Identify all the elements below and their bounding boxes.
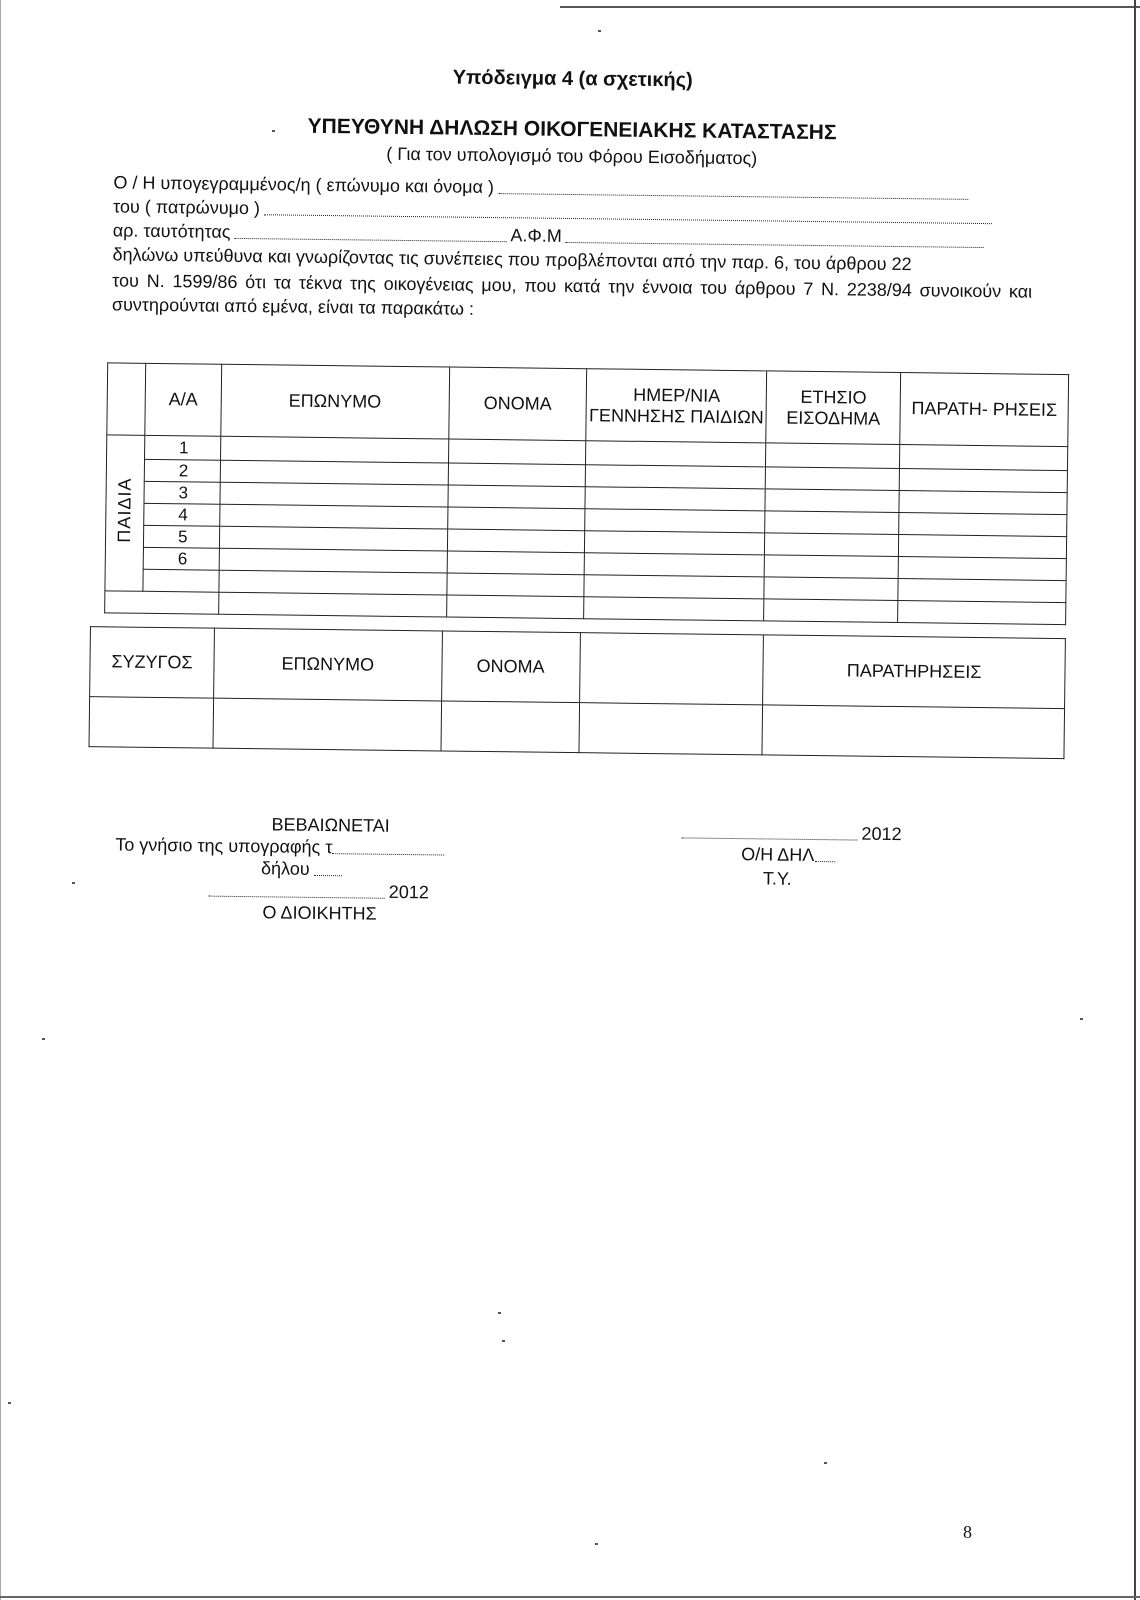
- col-aa-header: Α/Α: [145, 363, 222, 436]
- surname-cell[interactable]: [219, 570, 447, 595]
- surname-cell[interactable]: [220, 460, 448, 485]
- scan-speck: [598, 30, 601, 32]
- notes-cell[interactable]: [899, 535, 1067, 559]
- spouse-header-row: [90, 627, 1066, 709]
- row-number: 2: [144, 459, 220, 482]
- name-cell[interactable]: [447, 529, 585, 553]
- income-cell[interactable]: [764, 577, 898, 601]
- scan-speck: [595, 1543, 598, 1545]
- signer-name-field[interactable]: [498, 192, 968, 200]
- notes-cell[interactable]: [900, 445, 1068, 471]
- surname-cell[interactable]: [219, 592, 447, 617]
- surname-cell[interactable]: [220, 436, 448, 463]
- row-number-empty: [143, 569, 219, 592]
- row-number: 4: [144, 503, 220, 526]
- declarant-line: [261, 858, 346, 880]
- surname-cell[interactable]: [220, 504, 448, 529]
- scan-speck: [824, 1462, 827, 1464]
- spouse-notes-cell[interactable]: [762, 705, 1064, 759]
- income-cell[interactable]: [764, 599, 898, 623]
- col-birthdate-header: ΗΜΕΡ/ΝΙΑ ΓΕΝΝΗΣΗΣ ΠΑΙΔΙΩΝ: [586, 369, 767, 443]
- birthdate-cell[interactable]: [585, 553, 765, 577]
- spouse-row: [89, 697, 1065, 759]
- right-declarant-field[interactable]: [815, 860, 835, 862]
- income-cell[interactable]: [766, 443, 900, 469]
- father-name-field[interactable]: [264, 213, 992, 224]
- spouse-name-cell[interactable]: [441, 701, 579, 753]
- notes-cell[interactable]: [899, 513, 1067, 537]
- birthdate-cell[interactable]: [586, 465, 766, 489]
- notes-cell[interactable]: [898, 601, 1066, 625]
- children-side-label: ΠΑΙΔΙΑ: [113, 477, 135, 544]
- col-name-header: ΟΝΟΜΑ: [448, 367, 587, 441]
- scan-speck: [8, 1402, 11, 1404]
- left-date-field[interactable]: [209, 895, 385, 899]
- id-number-field[interactable]: [234, 237, 506, 242]
- certification-heading: ΒΕΒΑΙΩΝΕΤΑΙ: [271, 814, 390, 836]
- col-income-header: ΕΤΗΣΙΟ ΕΙΣΟΔΗΜΑ: [766, 371, 901, 445]
- name-cell[interactable]: [447, 507, 585, 531]
- scan-speck: [502, 1340, 505, 1342]
- notes-cell[interactable]: [899, 469, 1067, 493]
- surname-cell[interactable]: [219, 548, 447, 573]
- col-surname-header: ΕΠΩΝΥΜΟ: [221, 364, 450, 439]
- birthdate-cell[interactable]: [584, 575, 764, 599]
- scan-speck: [272, 130, 275, 132]
- row-number: 6: [143, 547, 219, 570]
- name-cell[interactable]: [448, 485, 586, 509]
- extra-cell: [105, 591, 219, 614]
- signature-authenticity-field[interactable]: [332, 852, 444, 855]
- left-date-line: [209, 880, 429, 904]
- afm-field[interactable]: [566, 241, 984, 248]
- ty-label: Τ.Υ.: [762, 868, 792, 889]
- name-cell[interactable]: [448, 463, 586, 487]
- name-cell[interactable]: [446, 595, 584, 619]
- father-name-label: του ( πατρώνυμο ): [112, 196, 261, 219]
- col-notes-header: ΠΑΡΑΤΗ- ΡΗΣΕΙΣ: [900, 373, 1069, 447]
- name-cell[interactable]: [448, 439, 586, 465]
- scan-speck: [1080, 1018, 1083, 1020]
- birthdate-cell[interactable]: [586, 441, 766, 467]
- page-number: 8: [963, 1522, 972, 1542]
- income-cell[interactable]: [765, 533, 899, 557]
- spouse-surname-cell[interactable]: [213, 698, 441, 751]
- row-number: 3: [144, 481, 220, 504]
- birthdate-cell[interactable]: [584, 597, 764, 621]
- id-number-label: αρ. ταυτότητας: [112, 220, 231, 242]
- scan-edge-bottom: [0, 1596, 1140, 1598]
- form-subheading: ( Για τον υπολογισμό του Φόρου Εισοδήματος): [386, 143, 758, 169]
- birthdate-cell[interactable]: [585, 531, 765, 555]
- form-heading: ΥΠΕΥΘΥΝΗ ΔΗΛΩΣΗ ΟΙΚΟΓΕΝΕΙΑΚΗΣ ΚΑΤΑΣΤΑΣΗΣ: [307, 114, 837, 145]
- right-date-year: 2012: [861, 823, 902, 845]
- signer-name-label: Ο / Η υπογεγραμμένος/η ( επώνυμο και όνομα ): [113, 172, 495, 198]
- right-date-field[interactable]: [681, 836, 857, 840]
- income-cell[interactable]: [765, 511, 899, 535]
- surname-cell[interactable]: [220, 482, 448, 507]
- right-date-line: [681, 821, 901, 845]
- spouse-label: ΣΥΖΥΓΟΣ: [90, 627, 215, 699]
- left-date-year: 2012: [388, 881, 429, 903]
- scan-speck: [498, 1312, 501, 1314]
- children-header-row: [107, 363, 1069, 447]
- row-number: 1: [144, 435, 220, 460]
- afm-label: Α.Φ.Μ: [510, 225, 562, 246]
- birthdate-cell[interactable]: [585, 509, 765, 533]
- spouse-blank-header: [579, 633, 764, 705]
- scan-speck: [72, 882, 75, 884]
- signature-authenticity-line: [115, 834, 448, 859]
- spouse-table: [89, 626, 1066, 759]
- notes-cell[interactable]: [898, 557, 1066, 581]
- name-cell[interactable]: [446, 573, 584, 597]
- spouse-label-cell[interactable]: [89, 697, 214, 749]
- signature-authenticity-label: Το γνήσιο της υπογραφής τ: [115, 834, 333, 858]
- row-number: 5: [143, 525, 219, 548]
- spouse-surname-header: ΕΠΩΝΥΜΟ: [214, 628, 443, 701]
- spouse-blank-cell[interactable]: [579, 703, 763, 755]
- scan-speck: [42, 1038, 45, 1040]
- declaration-lead: δηλώνω υπεύθυνα και γνωρίζοντας τις συνέπειες που προβλέπονται από την παρ. 6, του άρθρου 22: [112, 244, 912, 275]
- form-template-title: Υπόδειγμα 4 (α σχετικής): [452, 66, 693, 92]
- children-table: [104, 362, 1069, 625]
- spouse-notes-header: ΠΑΡΑΤΗΡΗΣΕΙΣ: [763, 635, 1066, 709]
- declarant-field[interactable]: [314, 874, 342, 876]
- right-declarant-line: [741, 844, 839, 866]
- children-side-cell: [105, 435, 145, 591]
- notes-cell[interactable]: [898, 579, 1066, 603]
- corner-cell: [107, 363, 146, 435]
- income-cell[interactable]: [764, 555, 898, 579]
- spouse-name-header: ΟΝΟΜΑ: [441, 631, 580, 703]
- notes-cell[interactable]: [899, 491, 1067, 515]
- declarant-label: δήλου: [260, 858, 310, 879]
- surname-cell[interactable]: [219, 526, 447, 551]
- income-cell[interactable]: [765, 467, 899, 491]
- director-title: Ο ΔΙΟΙΚΗΤΗΣ: [262, 902, 377, 924]
- name-cell[interactable]: [447, 551, 585, 575]
- income-cell[interactable]: [765, 489, 899, 513]
- declaration-body: του Ν. 1599/86 ότι τα τέκνα της οικογένειας μου, που κατά την έννοια του άρθρου 7 Ν. 2238/94 συνοικούν και συντηρούνται από εμένα, είναι τα παρακάτω :: [111, 270, 1033, 319]
- birthdate-cell[interactable]: [585, 487, 765, 511]
- right-declarant-label: Ο/Η ΔΗΛ: [741, 844, 815, 866]
